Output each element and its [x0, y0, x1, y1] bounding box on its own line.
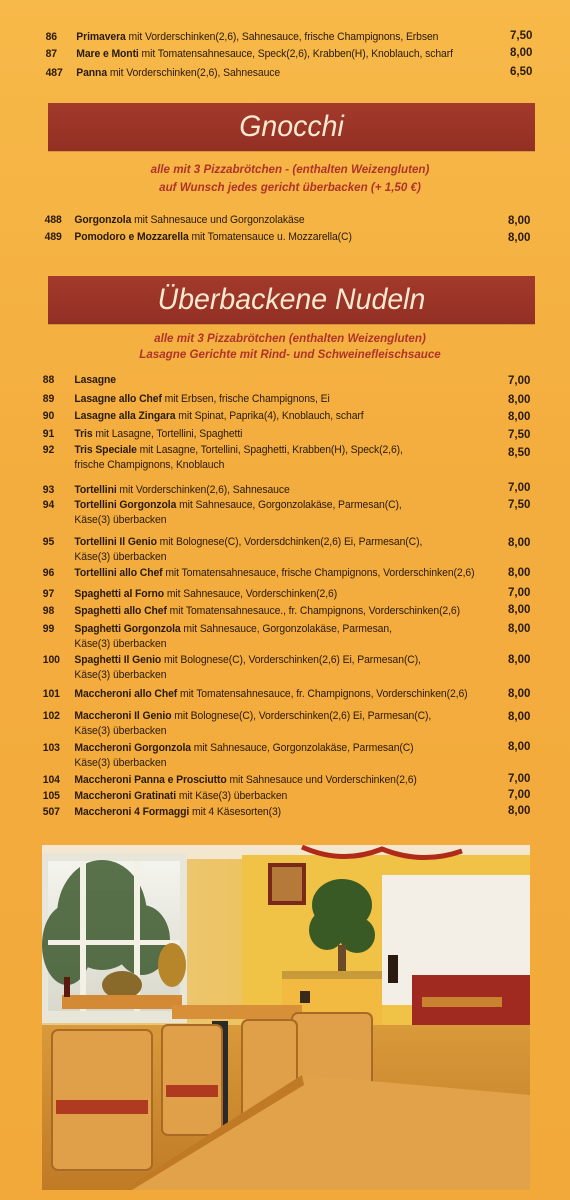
- item-number: 489: [44, 231, 62, 243]
- item-text: mit Tomatensahnesauce, frische Champignons, Vorderschinken(2,6): [162, 567, 475, 579]
- item-name: Tortellini allo Chef: [74, 567, 163, 579]
- menu-item: [0, 566, 558, 580]
- item-text: mit Käse(3) überbacken: [176, 790, 288, 802]
- item-name: Maccheroni 4 Formaggi: [74, 806, 190, 818]
- item-text: mit Vorderschinken(2,6), Sahnesauce: [116, 484, 290, 496]
- item-price: 7,00: [508, 587, 531, 599]
- item-text: mit Bolognese(C), Vorderschinken(2,6) Ei, Parmesan(C),: [171, 710, 432, 722]
- menu-item: [0, 604, 558, 618]
- item-text: mit Sahnesauce und Vorderschinken(2,6): [226, 774, 417, 786]
- item-description: [74, 789, 287, 803]
- item-name: Spaghetti Il Genio: [74, 654, 162, 666]
- menu-item: [0, 622, 558, 652]
- item-text-continued: Käse(3) überbacken: [74, 757, 167, 769]
- item-price: 8,00: [508, 688, 531, 700]
- restaurant-photo: [42, 845, 530, 1190]
- item-description: [74, 566, 474, 580]
- item-description: [74, 604, 460, 618]
- menu-item: [0, 427, 558, 441]
- item-description: [76, 66, 280, 80]
- menu-item: [0, 443, 558, 473]
- item-text: mit Tomatensahnesauce, Speck(2,6), Krabben(H), Knoblauch, scharf: [138, 48, 453, 60]
- item-description: [74, 622, 391, 636]
- item-name: Primavera: [76, 31, 126, 43]
- section-note: [0, 162, 570, 196]
- menu-item: [0, 409, 558, 423]
- item-description: [74, 409, 363, 423]
- item-description: [74, 373, 116, 387]
- item-name: Lasagne alla Zingara: [74, 410, 176, 422]
- item-number: 100: [42, 654, 60, 666]
- item-text-continued: Käse(3) überbacken: [74, 725, 167, 737]
- item-number: 90: [42, 410, 55, 422]
- item-price: 8,00: [508, 567, 531, 579]
- item-price: 7,50: [508, 429, 531, 441]
- item-text: mit Sahnesauce, Gorgonzolakäse, Parmesan,: [180, 623, 392, 635]
- item-price: 7,50: [508, 499, 531, 511]
- item-number: 104: [42, 774, 60, 786]
- item-number: 88: [42, 374, 55, 386]
- item-price: 8,00: [508, 215, 531, 227]
- item-number: 99: [42, 623, 55, 635]
- item-name: Tris: [74, 428, 93, 440]
- item-name: Lasagne: [74, 374, 116, 386]
- item-number: 98: [42, 605, 55, 617]
- note-line: alle mit 3 Pizzabrötchen - (enthalten Weizengluten): [150, 163, 430, 176]
- menu-item: [0, 30, 558, 44]
- item-text: mit Vorderschinken(2,6), Sahnesauce, frische Champignons, Erbsen: [125, 31, 439, 43]
- section-note: [0, 331, 570, 363]
- menu-item: [0, 587, 558, 601]
- menu-item: [0, 709, 558, 739]
- item-text: mit Sahnesauce, Gorgonzolakäse, Parmesan(C): [190, 742, 414, 754]
- item-price: 8,00: [508, 604, 531, 616]
- item-text: mit Vorderschinken(2,6), Sahnesauce: [107, 67, 281, 79]
- item-number: 93: [42, 484, 55, 496]
- item-text: mit Erbsen, frische Champignons, Ei: [161, 393, 330, 405]
- item-number: 102: [42, 710, 60, 722]
- item-number: 91: [42, 428, 55, 440]
- item-number: 92: [42, 444, 55, 456]
- item-price: 8,00: [508, 741, 531, 753]
- item-text: mit Sahnesauce und Gorgonzolakäse: [131, 214, 305, 226]
- menu-item: [0, 789, 558, 803]
- item-text-continued: Käse(3) überbacken: [74, 514, 167, 526]
- item-description: [74, 498, 401, 512]
- item-price: 6,50: [510, 66, 533, 78]
- item-name: Gorgonzola: [74, 214, 132, 226]
- item-number: 507: [42, 806, 60, 818]
- item-text-continued: frische Champignons, Knoblauch: [74, 459, 225, 471]
- item-name: Spaghetti Gorgonzola: [74, 623, 181, 635]
- item-name: Pomodoro e Mozzarella: [74, 231, 189, 243]
- item-description: [74, 587, 337, 601]
- menu-item: [0, 47, 558, 61]
- item-text: mit Lasagne, Tortellini, Spaghetti, Krabben(H), Speck(2,6),: [136, 444, 403, 456]
- section-title: Überbackene Nudeln: [157, 283, 426, 316]
- item-name: Tortellini: [74, 484, 117, 496]
- item-name: Spaghetti allo Chef: [74, 605, 167, 617]
- item-description: [74, 653, 421, 667]
- item-description: [74, 687, 467, 701]
- item-name: Maccheroni Panna e Prosciutto: [74, 774, 227, 786]
- item-number: 101: [42, 688, 60, 700]
- menu-item: [0, 373, 558, 387]
- item-description: [74, 392, 329, 406]
- item-name: Tortellini Gorgonzola: [74, 499, 177, 511]
- item-number: 488: [44, 214, 62, 226]
- item-text: mit 4 Käsesorten(3): [189, 806, 282, 818]
- item-description: [74, 805, 281, 819]
- item-description: [74, 741, 413, 755]
- item-price: 7,00: [508, 773, 531, 785]
- menu-item: [0, 392, 558, 406]
- item-number: 87: [45, 48, 57, 60]
- note-line: Lasagne Gerichte mit Rind- und Schweinefleischsauce: [139, 348, 441, 361]
- item-text: mit Bolognese(C), Vorderschinken(2,6) Ei, Parmesan(C),: [161, 654, 421, 666]
- note-line: alle mit 3 Pizzabrötchen (enthalten Weizengluten): [154, 332, 426, 345]
- item-text: mit Tomatensahnesauce., fr. Champignons, Vorderschinken(2,6): [166, 605, 461, 617]
- item-price: 8,00: [508, 537, 531, 549]
- item-name: Tris Speciale: [74, 444, 137, 456]
- menu-item: [0, 498, 558, 528]
- menu-item: [0, 213, 558, 227]
- item-number: 89: [42, 393, 55, 405]
- item-name: Tortellini Il Genio: [74, 536, 157, 548]
- item-description: [74, 230, 351, 244]
- menu-item: [0, 805, 558, 819]
- restaurant-interior-image: [42, 845, 530, 1190]
- item-price: 8,00: [508, 411, 531, 423]
- item-name: Maccheroni Gorgonzola: [74, 742, 191, 754]
- item-description: [76, 47, 453, 61]
- menu-item: [0, 535, 558, 565]
- menu-item: [0, 687, 558, 701]
- item-text-continued: Käse(3) überbacken: [74, 551, 167, 563]
- item-number: 86: [45, 31, 57, 43]
- item-name: Maccheroni Gratinati: [74, 790, 177, 802]
- item-description: [74, 427, 242, 441]
- item-price: 8,00: [508, 654, 531, 666]
- item-description: [74, 443, 402, 457]
- item-text: mit Spinat, Paprika(4), Knoblauch, scharf: [175, 410, 364, 422]
- item-price: 7,00: [508, 482, 531, 494]
- menu-item: [0, 230, 558, 244]
- item-price: 7,00: [508, 789, 531, 801]
- item-price: 8,00: [508, 623, 531, 635]
- item-price: 8,00: [508, 232, 531, 244]
- item-name: Mare e Monti: [76, 48, 139, 60]
- item-description: [74, 709, 431, 723]
- item-price: 8,50: [508, 447, 531, 459]
- item-description: [74, 535, 422, 549]
- menu-item: [0, 773, 558, 787]
- menu-item: [0, 653, 558, 683]
- item-description: [76, 30, 438, 44]
- menu-item: [0, 741, 558, 771]
- item-text: mit Lasagne, Tortellini, Spaghetti: [92, 428, 243, 440]
- item-text-continued: Käse(3) überbacken: [74, 638, 167, 650]
- item-number: 97: [42, 588, 55, 600]
- item-name: Spaghetti al Forno: [74, 588, 165, 600]
- item-text-continued: Käse(3) überbacken: [74, 669, 167, 681]
- menu-item: [0, 483, 558, 497]
- note-line: auf Wunsch jedes gericht überbacken (+ 1,50 €): [159, 181, 421, 194]
- item-number: 487: [45, 67, 63, 79]
- item-number: 105: [42, 790, 60, 802]
- item-name: Maccheroni allo Chef: [74, 688, 178, 700]
- item-description: [74, 773, 416, 787]
- item-text: mit Bolognese(C), Vordersdchinken(2,6) Ei, Parmesan(C),: [156, 536, 423, 548]
- item-number: 96: [42, 567, 55, 579]
- item-price: 8,00: [508, 805, 531, 817]
- item-text: mit Sahnesauce, Gorgonzolakäse, Parmesan(C),: [176, 499, 402, 511]
- section-banner-gnocchi: [48, 103, 535, 151]
- item-price: 7,50: [510, 30, 533, 42]
- menu-item: [0, 66, 558, 80]
- item-text: mit Tomatensauce u. Mozzarella(C): [188, 231, 352, 243]
- item-price: 8,00: [508, 394, 531, 406]
- item-name: Maccheroni Il Genio: [74, 710, 172, 722]
- item-price: 8,00: [510, 47, 533, 59]
- item-text: mit Tomatensahnesauce, fr. Champignons, Vorderschinken(2,6): [177, 688, 468, 700]
- item-number: 103: [42, 742, 60, 754]
- section-banner-nudeln: [48, 276, 535, 324]
- item-name: Panna: [76, 67, 108, 79]
- item-text: mit Sahnesauce, Vorderschinken(2,6): [164, 588, 338, 600]
- section-title: Gnocchi: [239, 110, 344, 143]
- item-price: 7,00: [508, 375, 531, 387]
- item-price: 8,00: [508, 711, 531, 723]
- item-name: Lasagne allo Chef: [74, 393, 162, 405]
- item-description: [74, 483, 289, 497]
- item-description: [74, 213, 304, 227]
- item-number: 94: [42, 499, 55, 511]
- item-number: 95: [42, 536, 55, 548]
